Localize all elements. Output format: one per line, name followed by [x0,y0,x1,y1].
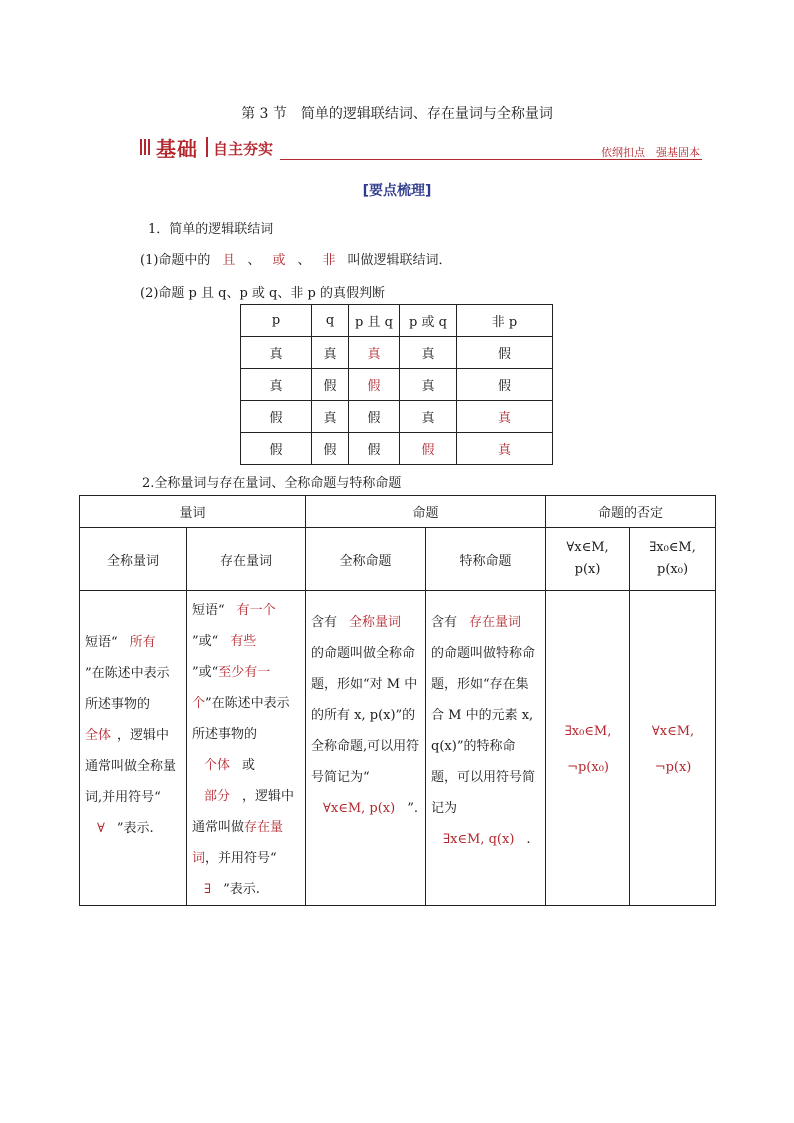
banner-big-label: 基础 [156,137,198,161]
th-quantifier: 量词 [80,496,306,528]
text: ，并用符号“ [205,851,277,866]
table-row [241,433,553,465]
cell-universal-proposition [306,591,426,906]
cell: 假 [457,337,553,369]
cell: 假 [349,369,400,401]
th-existential-quantifier: 存在量词 [187,528,306,591]
answer: ∀ [97,821,105,836]
truth-table [240,304,553,465]
neg-h2-line2: p(x₀) [657,562,689,577]
cell: 真 [312,401,349,433]
cell: 真 [400,337,457,369]
table-row [241,337,553,369]
th-universal-quantifier: 全称量词 [80,528,187,591]
section-heading: [要点梳理] [362,183,432,199]
p2-sep-2: 、 [297,253,311,268]
banner-underline [280,159,702,160]
answer: 有些 [230,634,257,649]
answer: 个体 [204,758,231,773]
banner-small-label: 自主夯实 [213,140,274,158]
text: ”或“ [192,665,219,680]
p2-answer-and: 且 [222,253,236,268]
text: ”或“ [192,634,219,649]
cell: 真 [457,401,553,433]
answer: ∀x∈M, p(x) [323,801,396,816]
answer: 全称量词 [349,615,402,630]
table-subheader-row [80,528,716,591]
text: ”表示. [223,882,260,897]
th-negation-forall [546,528,630,591]
text: . [526,832,531,847]
answer: ∃ [204,882,212,897]
text: 短语“ [192,603,225,618]
text: 短语“ [85,635,118,650]
cell: 真 [312,337,349,369]
cell: 假 [312,433,349,465]
answer: 部分 [204,789,231,804]
cell: 真 [241,337,312,369]
th-p-or-q: p 或 q [400,305,457,337]
text: ”. [407,801,418,816]
cell: 假 [312,369,349,401]
answer: ∃x₀∈M, [564,724,612,739]
table-header-row [241,305,553,337]
text: 含有 [311,615,338,630]
table-row [241,369,553,401]
answer: 存在量词 [469,615,522,630]
cell: 真 [457,433,553,465]
th-q: q [312,305,349,337]
th-universal-proposition: 全称命题 [306,528,426,591]
answer: 有一个 [236,603,276,618]
cell: 假 [241,401,312,433]
paragraph-2 [140,249,452,268]
cell-existential-quantifier [187,591,306,906]
banner-stripe [140,139,150,155]
text: ，逻辑中通常叫做 [192,789,295,835]
cell: 真 [400,369,457,401]
th-proposition: 命题 [306,496,546,528]
th-p: p [241,305,312,337]
cell: 假 [241,433,312,465]
cell-negation-of-universal [546,591,630,906]
table-row [241,401,553,433]
answer: 至少有一个 [192,665,271,711]
neg-h1-line1: ∀x∈M, [566,540,609,555]
cell-particular-proposition [426,591,546,906]
table-row [80,591,716,906]
cell-universal-quantifier [80,591,187,906]
text: 含有 [431,615,458,630]
section-banner [140,133,702,161]
cell: 假 [349,433,400,465]
paragraph-3: (2)命题 p 且 q、p 或 q、非 p 的真假判断 [140,286,385,301]
p2-answer-or: 或 [272,253,286,268]
paragraph-4: 2.全称量词与存在量词、全称命题与特称命题 [142,476,402,491]
page-title: 第 3 节 简单的逻辑联结词、存在量词与全称量词 [241,106,553,122]
th-not-p: 非 p [457,305,553,337]
neg-h2-line1: ∃x₀∈M, [649,540,696,555]
text: 或 [242,758,256,773]
cell: 假 [457,369,553,401]
p2-answer-not: 非 [322,253,336,268]
text: ”表示. [116,821,154,836]
text: 的命题叫做特称命题，形如“存在集合 M 中的元素 x, q(x)”的特称命题，可以用符号简记为 [431,646,536,816]
th-negation: 命题的否定 [546,496,716,528]
banner-divider [206,137,208,157]
cell-negation-of-particular [630,591,716,906]
cell: 假 [400,433,457,465]
cell: 真 [241,369,312,401]
p2-sep-1: 、 [247,253,261,268]
text: 的命题叫做全称命题，形如“对 M 中的所有 x, p(x)”的全称命题,可以用符号简记为“ [311,646,420,785]
answer: ¬p(x) [654,760,692,775]
neg-h1-line2: p(x) [574,562,601,577]
p2-prefix: (1)命题中的 [140,253,211,268]
paragraph-1: 1．简单的逻辑联结词 [148,222,274,237]
th-negation-exists [630,528,716,591]
p2-suffix: 叫做逻辑联结词． [347,253,452,268]
answer: 全体 [85,728,112,743]
answer: 所有 [129,635,156,650]
table-header-row [80,496,716,528]
banner-slogan: 依纲扣点 强基固本 [601,146,700,159]
text: ”在陈述中表示所述事物的 [192,696,290,742]
answer: ¬p(x₀) [567,760,609,775]
quantifier-table [79,495,716,906]
answer: ∃x∈M, q(x) [443,832,515,847]
text: ，逻辑中通常叫做全称量词,并用符号“ [85,728,177,805]
answer: 存在量词 [192,820,284,866]
th-particular-proposition: 特称命题 [426,528,546,591]
answer: ∀x∈M, [651,724,695,739]
cell: 真 [349,337,400,369]
cell: 假 [349,401,400,433]
text: ”在陈述中表示所述事物的 [85,666,170,712]
cell: 真 [400,401,457,433]
th-p-and-q: p 且 q [349,305,400,337]
